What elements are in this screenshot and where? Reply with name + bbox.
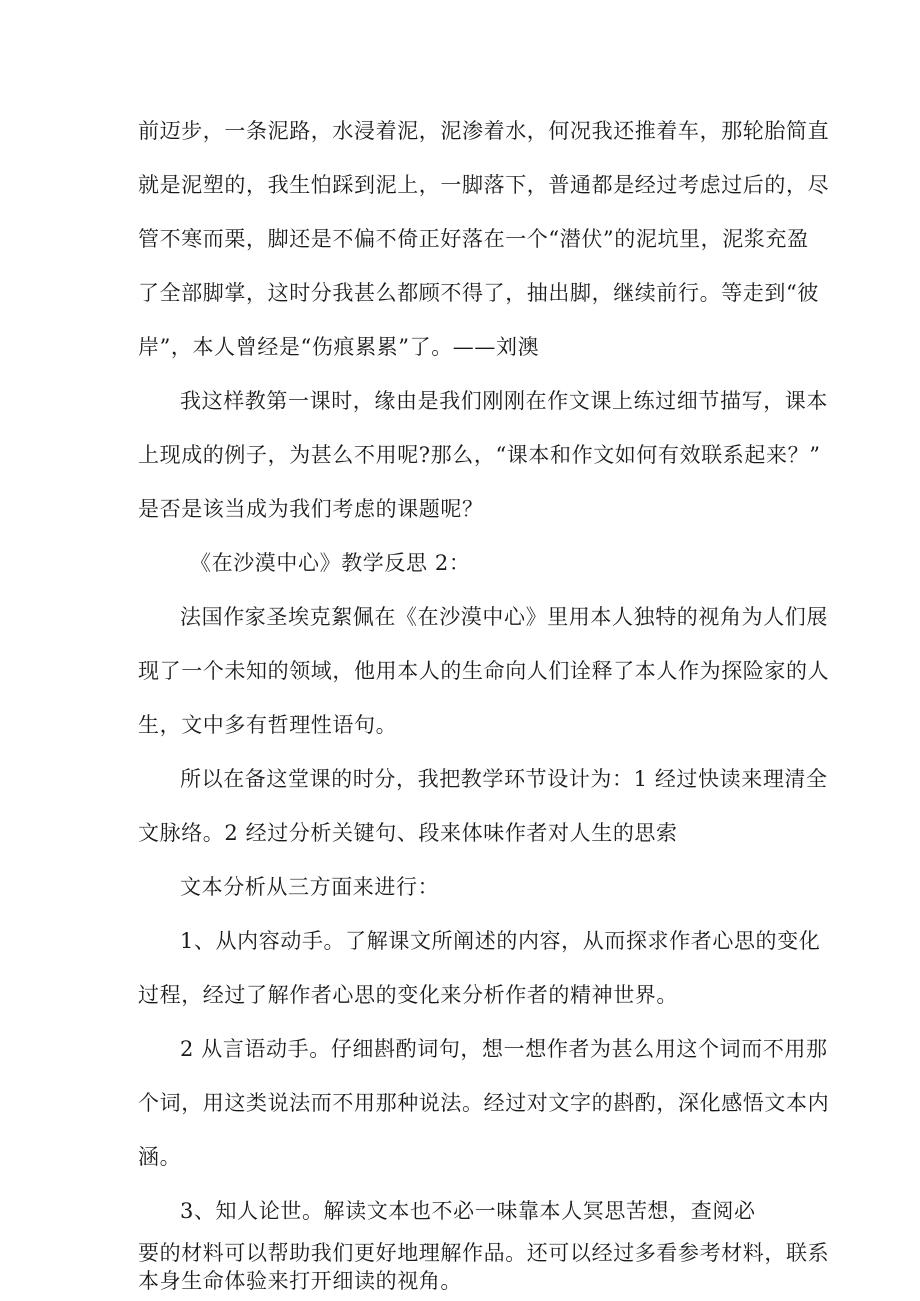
text-line: 是否是该当成为我们考虑的课题呢？ <box>138 497 484 521</box>
text-line: 现了一个未知的领域，他用本人的生命向人们诠释了本人作为探险家的人 <box>138 659 830 683</box>
text-line: 了全部脚掌，这时分我甚么都顾不得了，抽出脚，继续前行。等走到“彼 <box>138 281 819 305</box>
text-line: 个词，用这类说法而不用那种说法。经过对文字的斟酌，深化感悟文本内 <box>138 1091 830 1115</box>
list-item-2: 2 从言语动手。仔细斟酌词句，想一想作者为甚么用这个词而不用那 <box>180 1037 828 1061</box>
section-title: 《在沙漠中心》教学反思 2： <box>190 551 471 575</box>
text-line: 涵。 <box>138 1145 182 1169</box>
paragraph-start: 法国作家圣埃克絮佩在《在沙漠中心》里用本人独特的视角为人们展 <box>180 605 828 629</box>
list-item-3: 3、知人论世。解读文本也不必一味靠本人冥思苦想，查阅必 <box>180 1199 756 1223</box>
text-line: 上现成的例子，为甚么不用呢?那么，“课本和作文如何有效联系起来？” <box>138 443 821 467</box>
text-line: 本身生命体验来打开细读的视角。 <box>138 1269 462 1293</box>
text-line: 文脉络。2 经过分析关键句、段来体味作者对人生的思索 <box>138 821 678 845</box>
paragraph-start: 所以在备这堂课的时分，我把教学环节设计为：1 经过快读来理清全 <box>180 767 828 791</box>
paragraph-start: 我这样教第一课时，缘由是我们刚刚在作文课上练过细节描写，课本 <box>180 389 828 413</box>
text-line: 前迈步，一条泥路，水浸着泥，泥渗着水，何况我还推着车，那轮胎简直 <box>138 119 830 143</box>
text-line: 就是泥塑的，我生怕踩到泥上，一脚落下，普通都是经过考虑过后的，尽 <box>138 173 830 197</box>
text-line: 管不寒而栗，脚还是不偏不倚正好落在一个“潜伏”的泥坑里，泥浆充盈 <box>138 227 809 251</box>
text-line: 要的材料可以帮助我们更好地理解作品。还可以经过多看参考材料，联系 <box>138 1241 830 1265</box>
text-line: 岸”，本人曾经是“伤痕累累”了。——刘澳 <box>138 335 540 359</box>
list-item-1: 1、从内容动手。了解课文所阐述的内容，从而探求作者心思的变化 <box>180 929 821 953</box>
paragraph-start: 文本分析从三方面来进行： <box>180 875 440 899</box>
text-line: 过程，经过了解作者心思的变化来分析作者的精神世界。 <box>138 983 678 1007</box>
text-line: 生，文中多有哲理性语句。 <box>138 713 398 737</box>
